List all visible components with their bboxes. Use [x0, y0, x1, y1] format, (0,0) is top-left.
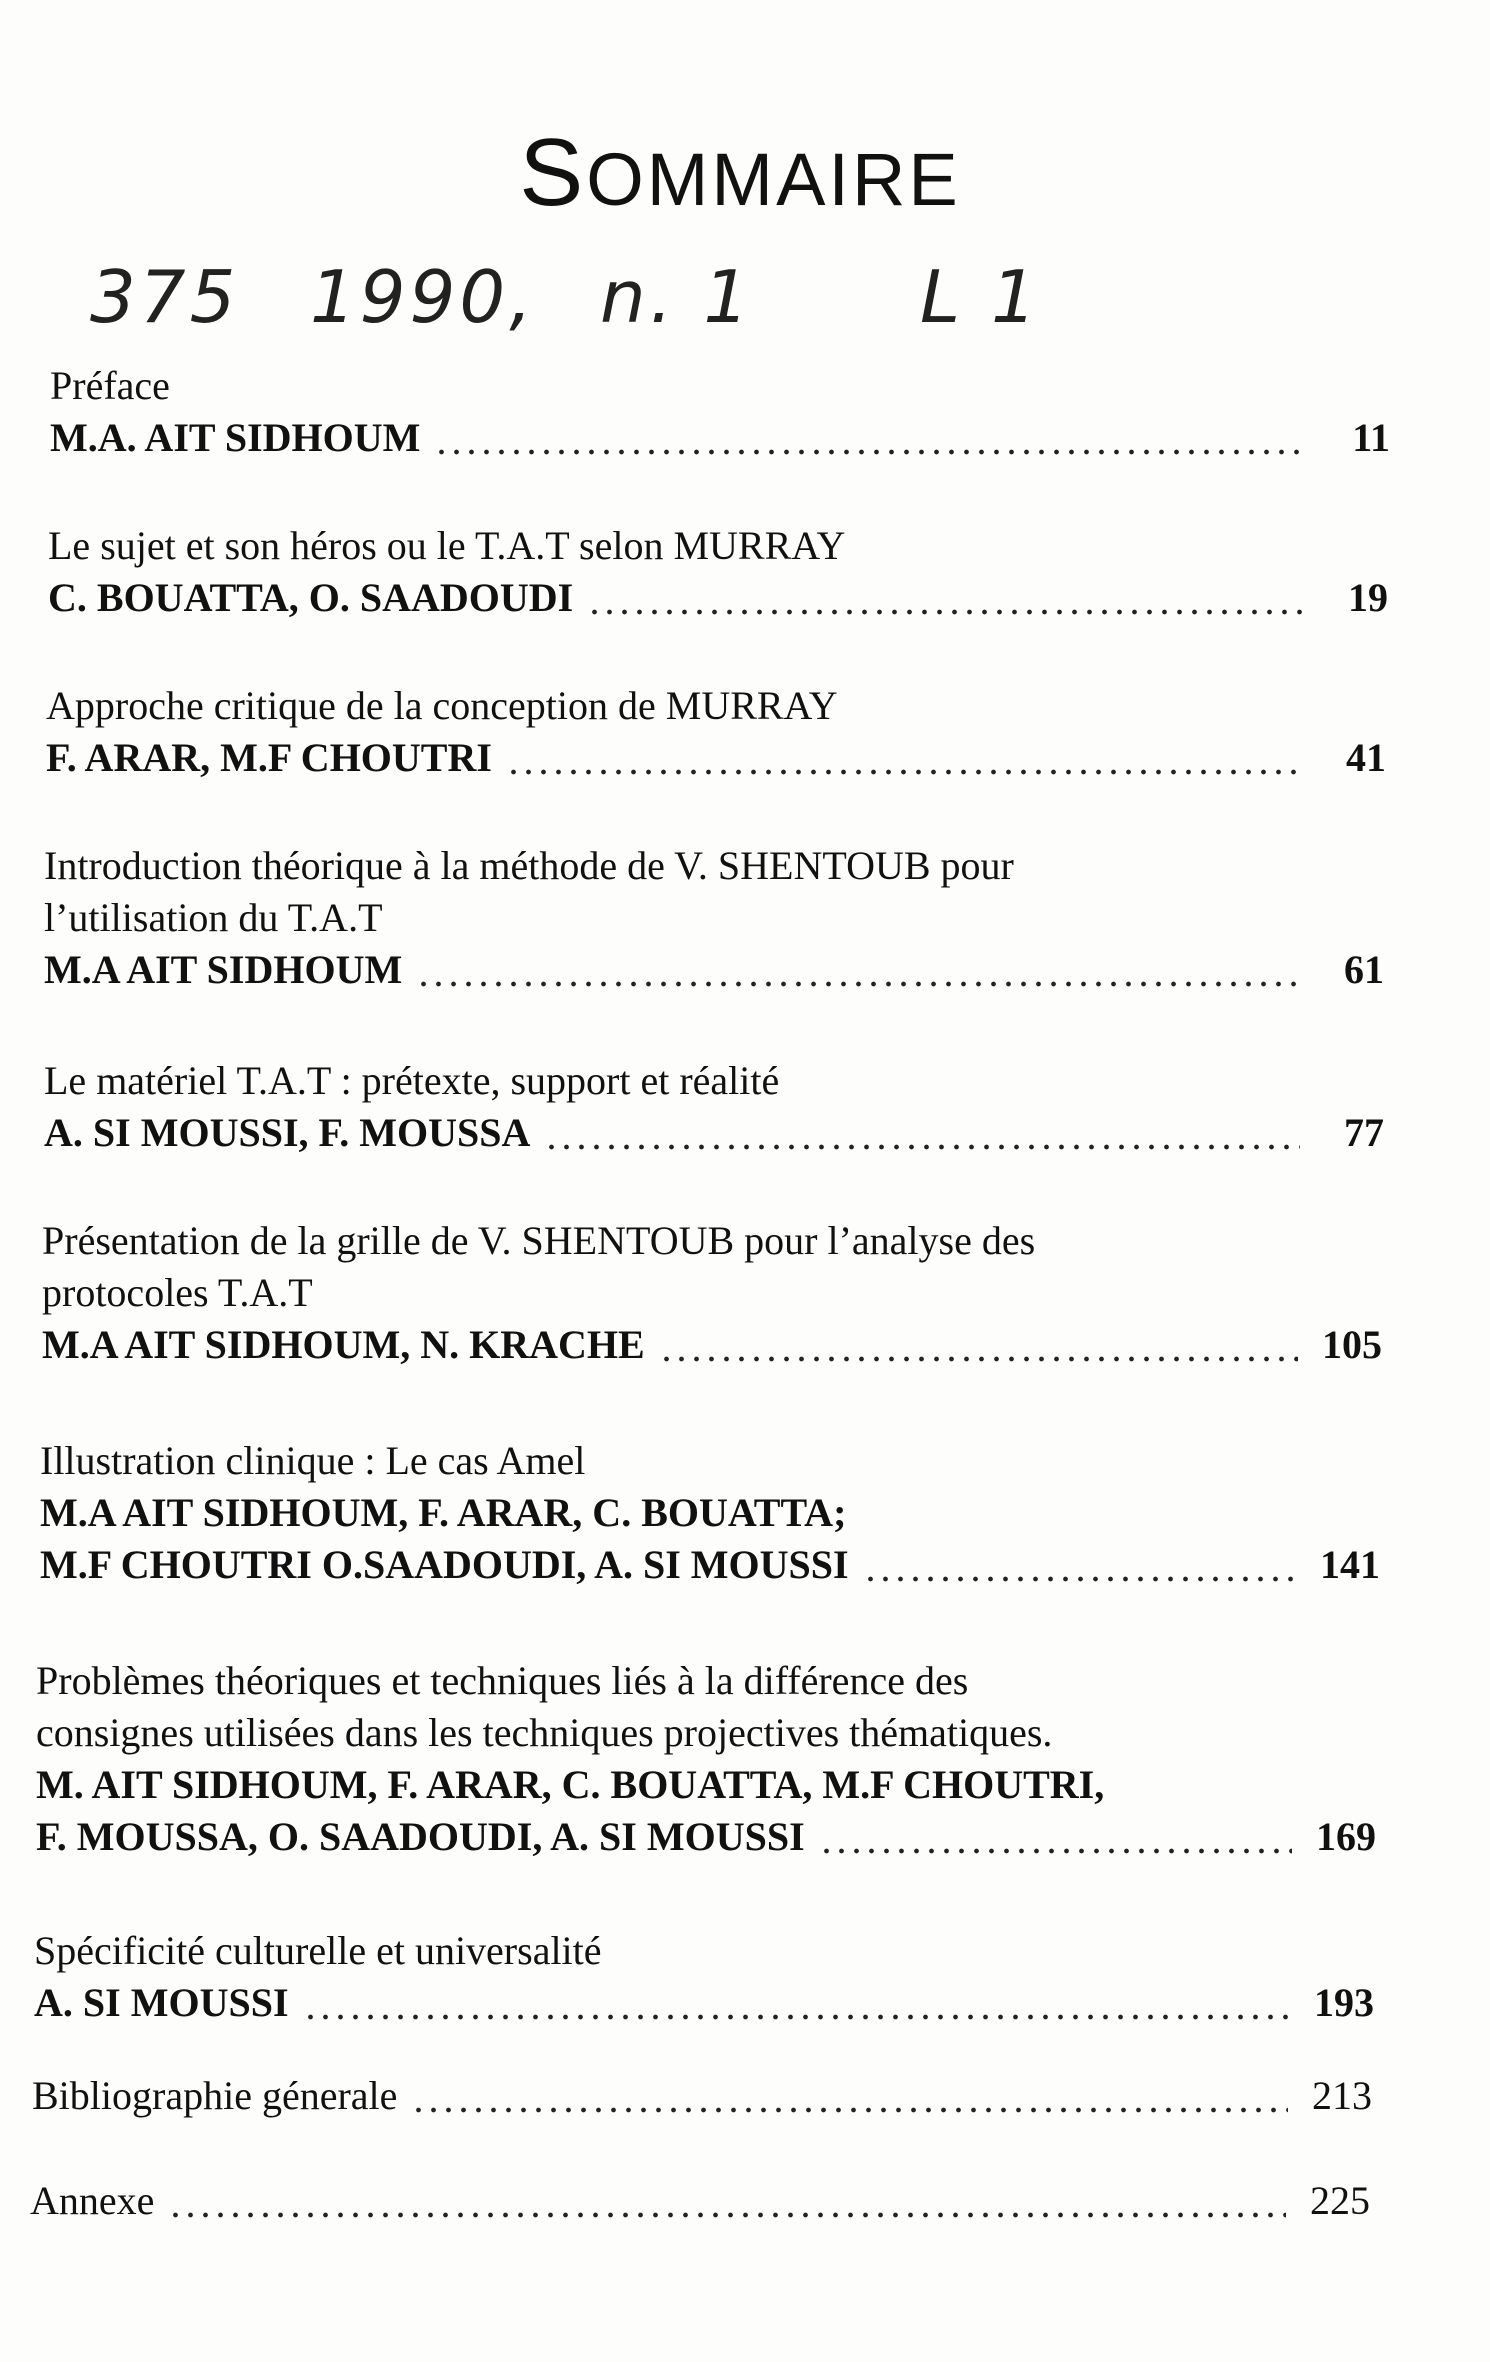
toc-entry-leader-line	[32, 2070, 1372, 2122]
toc-entry-authors: M.A AIT SIDHOUM, N. KRACHE	[42, 1322, 645, 1367]
toc-entry-authors: M. AIT SIDHOUM, F. ARAR, C. BOUATTA, M.F CHOUTRI,	[36, 1762, 1105, 1807]
toc-entry-authors: F. MOUSSA, O. SAADOUDI, A. SI MOUSSI	[36, 1814, 805, 1859]
toc-entry-title: consignes utilisées dans les techniques projectives thématiques.	[36, 1710, 1053, 1755]
dot-leader	[303, 2011, 1290, 2023]
dot-leader	[587, 606, 1304, 618]
dot-leader	[659, 1353, 1298, 1365]
toc-entry-title: Spécificité culturelle et universalité	[34, 1928, 602, 1973]
page-number: 193	[1314, 1980, 1374, 2025]
toc-entry-authors: M.A. AIT SIDHOUM	[50, 415, 421, 460]
toc-entry-leader-line	[30, 2175, 1370, 2227]
toc-entry	[40, 1435, 1380, 1591]
toc-entry	[44, 840, 1384, 996]
page-number: 77	[1344, 1110, 1384, 1155]
toc-entry	[48, 520, 1388, 624]
toc-entry-title: Problèmes théoriques et techniques liés à la différence des	[36, 1658, 969, 1703]
dot-leader	[168, 2209, 1286, 2221]
toc-entry-authors: M.A AIT SIDHOUM	[44, 947, 403, 992]
page-number: 105	[1322, 1322, 1382, 1367]
annotation-part: 375	[90, 255, 240, 339]
page-number: 169	[1316, 1814, 1376, 1859]
toc-entry-title: Introduction théorique à la méthode de V. SHENTOUB pour	[44, 843, 1014, 888]
dot-leader	[434, 446, 1306, 458]
toc-entry-leader-line	[44, 944, 1384, 996]
page-number: 19	[1348, 575, 1388, 620]
toc-entry-leader-line	[46, 732, 1386, 784]
toc-entry-leader-line	[50, 412, 1390, 464]
toc-entry-title: l’utilisation du T.A.T	[44, 895, 383, 940]
toc-entry-title: protocoles T.A.T	[42, 1270, 313, 1315]
annotation-part: L 1	[920, 255, 1041, 339]
annotation-part: 1990,	[310, 255, 537, 339]
annotation-part: n. 1	[600, 255, 754, 339]
toc-entry-title: Le matériel T.A.T : prétexte, support et réalité	[44, 1058, 780, 1103]
toc-entry-title: Illustration clinique : Le cas Amel	[40, 1438, 586, 1483]
toc-entry-leader-line	[36, 1811, 1376, 1863]
page-number: 41	[1346, 735, 1386, 780]
toc-entry-title: Bibliographie génerale	[32, 2073, 398, 2118]
toc-entry-authors: M.F CHOUTRI O.SAADOUDI, A. SI MOUSSI	[40, 1542, 849, 1587]
toc-entry-leader-line	[40, 1539, 1380, 1591]
page-number: 213	[1312, 2073, 1372, 2118]
toc-entry-title: Le sujet et son héros ou le T.A.T selon MURRAY	[48, 523, 846, 568]
toc-entry	[46, 680, 1386, 784]
dot-leader	[411, 2104, 1288, 2116]
page-title	[0, 118, 1490, 228]
toc-entry-authors: M.A AIT SIDHOUM, F. ARAR, C. BOUATTA;	[40, 1490, 847, 1535]
toc-entry	[30, 2175, 1370, 2227]
toc-entry-authors: F. ARAR, M.F CHOUTRI	[46, 735, 492, 780]
toc-entry-leader-line	[44, 1107, 1384, 1159]
dot-leader	[506, 766, 1302, 778]
toc-entry	[32, 2070, 1372, 2122]
page-number: 141	[1320, 1542, 1380, 1587]
toc-entry-leader-line	[34, 1977, 1374, 2029]
toc-entry-authors: A. SI MOUSSI	[34, 1980, 289, 2025]
dot-leader	[863, 1573, 1296, 1585]
page-number: 61	[1344, 947, 1384, 992]
toc-entry	[50, 360, 1390, 464]
toc-entry-leader-line	[48, 572, 1388, 624]
toc-entry-title: Annexe	[30, 2178, 155, 2223]
toc-entry-title: Préface	[50, 363, 170, 408]
toc-entry-title: Présentation de la grille de V. SHENTOUB pour l’analyse des	[42, 1218, 1036, 1263]
dot-leader	[544, 1141, 1300, 1153]
toc-entry	[44, 1055, 1384, 1159]
toc-entry	[42, 1215, 1382, 1371]
toc-entry	[34, 1925, 1374, 2029]
title-rest: OMMAIRE	[586, 138, 961, 221]
handwritten-annotation	[60, 245, 1160, 355]
toc-entry	[36, 1655, 1376, 1863]
title-initial: S	[519, 119, 587, 226]
toc-entry-authors: C. BOUATTA, O. SAADOUDI	[48, 575, 574, 620]
page-number: 11	[1352, 415, 1390, 460]
page-number: 225	[1310, 2178, 1370, 2223]
toc-entry-leader-line	[42, 1319, 1382, 1371]
dot-leader	[416, 978, 1300, 990]
dot-leader	[819, 1845, 1292, 1857]
toc-entry-authors: A. SI MOUSSI, F. MOUSSA	[44, 1110, 531, 1155]
toc-entry-title: Approche critique de la conception de MURRAY	[46, 683, 838, 728]
